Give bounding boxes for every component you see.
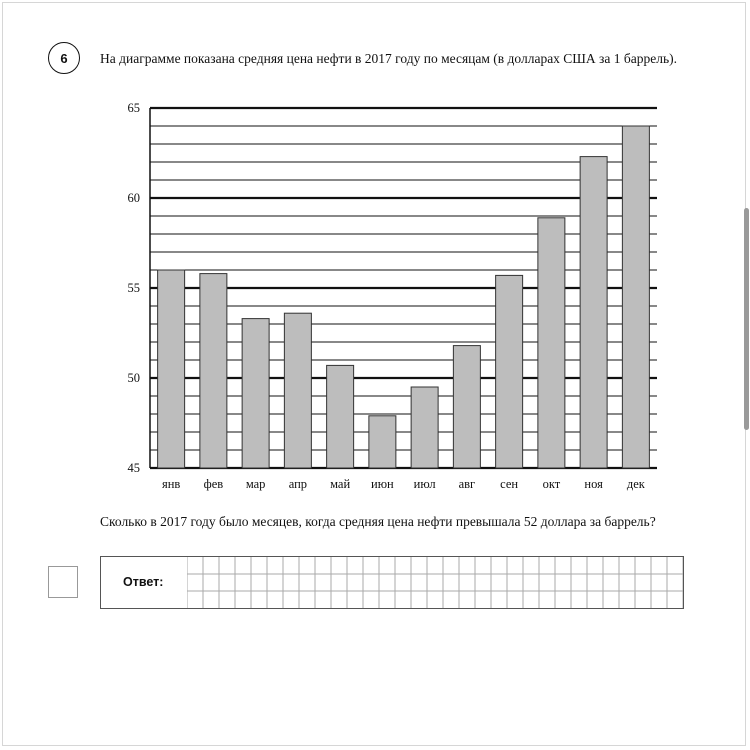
x-tick-label: ноя — [584, 477, 603, 491]
x-tick-label: июл — [413, 477, 436, 491]
answer-checkbox[interactable] — [48, 566, 78, 598]
bar-апр — [284, 313, 311, 468]
x-tick-label: сен — [500, 477, 519, 491]
answer-grid[interactable] — [187, 557, 683, 608]
y-tick-label: 50 — [127, 371, 140, 385]
y-tick-label: 65 — [127, 101, 140, 115]
x-tick-label: апр — [288, 477, 308, 491]
task-number: 6 — [48, 42, 80, 74]
bar-ноя — [580, 157, 607, 468]
x-tick-label: янв — [161, 477, 181, 491]
x-tick-label: май — [330, 477, 351, 491]
y-tick-label: 60 — [127, 191, 140, 205]
y-tick-label: 45 — [127, 461, 140, 475]
x-tick-label: мар — [245, 477, 266, 491]
y-tick-label: 55 — [127, 281, 140, 295]
bar-май — [327, 365, 354, 468]
bar-июн — [369, 416, 396, 468]
x-tick-label: июн — [371, 477, 394, 491]
oil-price-chart — [100, 95, 670, 500]
bar-янв — [158, 270, 185, 468]
x-tick-label: фев — [203, 477, 224, 491]
x-tick-label: окт — [542, 477, 561, 491]
question-text: На диаграмме показана средняя цена нефти в 2017 году по месяцам (в долларах США за 1 баррель). — [100, 51, 677, 66]
bar-сен — [496, 275, 523, 468]
bar-фев — [200, 274, 227, 468]
answer-label: Ответ: — [123, 575, 164, 589]
y-tick-labels — [128, 101, 141, 475]
question2-text: Сколько в 2017 году было месяцев, когда средняя цена нефти превышала 52 доллара за баррель? — [100, 514, 656, 529]
scrollbar-thumb[interactable] — [744, 208, 749, 430]
bar-дек — [622, 126, 649, 468]
bar-мар — [242, 319, 269, 468]
x-tick-labels — [162, 477, 646, 491]
x-tick-label: дек — [626, 477, 645, 491]
bar-окт — [538, 218, 565, 468]
x-tick-label: авг — [458, 477, 476, 491]
bars-layer — [158, 126, 650, 468]
bar-авг — [453, 346, 480, 468]
bar-июл — [411, 387, 438, 468]
answer-box — [100, 556, 684, 609]
